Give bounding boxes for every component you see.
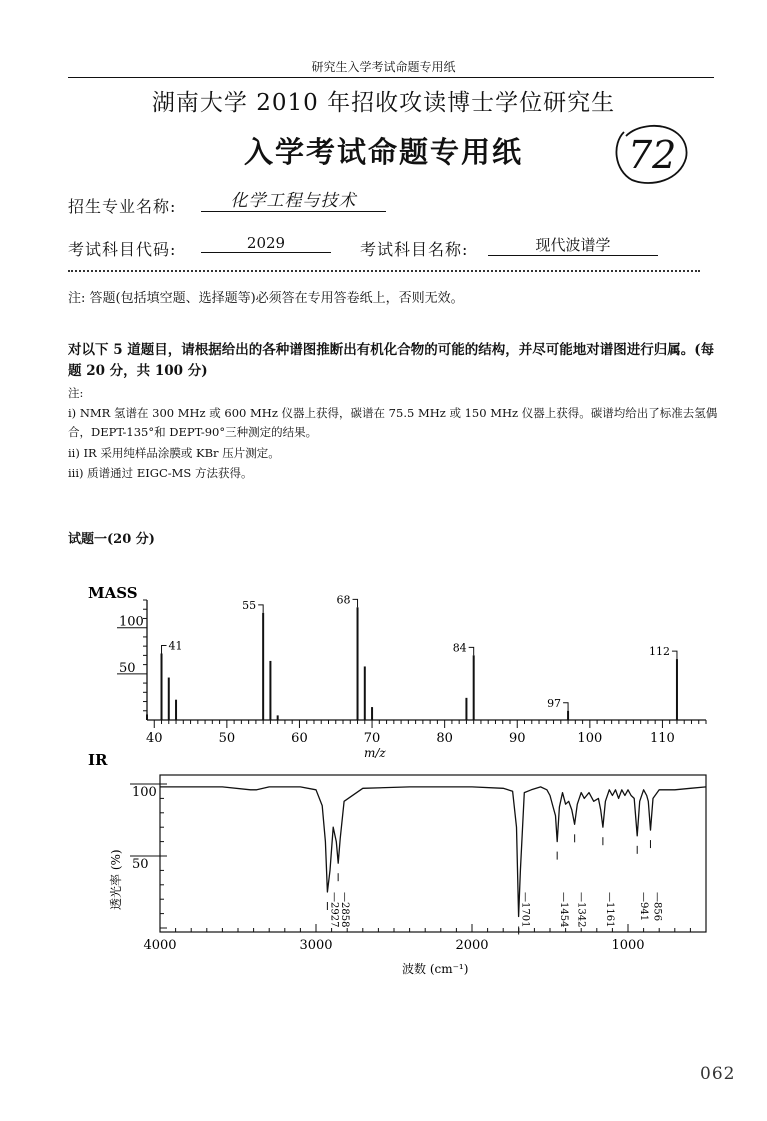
mass-x-tick-label: 50	[218, 731, 236, 746]
ir-title: IR	[88, 751, 108, 769]
ir-y-tick-label: 50	[132, 857, 149, 872]
mass-x-tick-label: 60	[291, 731, 308, 746]
mass-peak-leader	[162, 646, 167, 654]
major-value: 化学工程与技术	[201, 186, 386, 212]
ir-spectrum	[130, 784, 706, 953]
ir-xlabel: 波数 (cm⁻¹)	[402, 962, 469, 976]
header-rule	[68, 77, 714, 78]
mass-x-tick-label: 70	[363, 731, 381, 746]
ir-peak-label: —1161	[603, 892, 615, 928]
mass-peak-label: 112	[648, 645, 670, 659]
mass-x-tick-label: 40	[145, 731, 163, 746]
mass-title: MASS	[88, 584, 138, 602]
ir-peak-label: —1342	[575, 892, 587, 928]
mass-peak-leader	[353, 599, 358, 607]
ir-series-line	[160, 787, 706, 917]
instructions-intro: 对以下 5 道题目，请根据给出的各种谱图推断出有机化合物的可能的结构，并尽可能地对谱图进行归属。(每题 20 分，共 100 分)	[68, 342, 715, 379]
header-top-label: 研究生入学考试命题专用纸	[311, 60, 456, 74]
ir-x-tick-label: 4000	[143, 938, 177, 953]
subject-label: 考试科目名称:	[360, 240, 469, 259]
ir-peak-label: —856	[651, 892, 663, 922]
mass-x-tick-label: 90	[508, 731, 526, 746]
page-number: 062	[700, 1064, 736, 1084]
mass-x-tick-label: 100	[577, 731, 603, 746]
mass-y-tick-label: 50	[119, 660, 136, 676]
mass-peak-label: 97	[547, 696, 562, 710]
spectra-figure	[0, 570, 767, 990]
stamp-number-text: 72	[628, 133, 677, 177]
mass-xlabel: m/z	[364, 746, 386, 760]
answer-notice: 注: 答题(包括填空题、选择题等)必须答在专用答卷纸上，否则无效。	[68, 291, 464, 306]
mass-peak-label: 55	[242, 598, 257, 612]
ir-peak-label: —1454	[558, 892, 570, 928]
exam-title-line1: 湖南大学 2010 年招收攻读博士学位研究生	[151, 90, 616, 116]
ir-x-tick-label: 3000	[299, 938, 333, 953]
note-ii: ii) IR 采用纯样品涂膜或 KBr 压片测定。	[68, 446, 280, 460]
mass-peak-label: 84	[452, 641, 467, 655]
ir-peak-label: —2927	[328, 892, 340, 928]
major-label: 招生专业名称:	[68, 197, 177, 216]
mass-peak-leader	[469, 647, 474, 655]
ir-x-tick-label: 1000	[611, 938, 645, 953]
code-value: 2029	[201, 234, 331, 253]
mass-y-tick-label: 100	[119, 614, 144, 630]
mass-peak-leader	[672, 651, 677, 659]
mass-x-tick-label: 110	[650, 731, 675, 746]
question-1-title: 试题一(20 分)	[68, 532, 155, 547]
mass-spectrum	[117, 593, 706, 746]
ir-plot-frame	[160, 775, 706, 932]
handwritten-number-stamp	[610, 122, 688, 186]
exam-title-line2: 入学考试命题专用纸	[243, 135, 523, 169]
mass-peak-leader	[563, 703, 568, 711]
ir-x-tick-label: 2000	[455, 938, 489, 953]
mass-peak-leader	[258, 605, 263, 613]
dotted-divider	[68, 270, 700, 272]
mass-peak-label: 41	[168, 639, 183, 653]
ir-peak-label: —1701	[519, 892, 531, 928]
mass-peak-label: 68	[336, 593, 351, 607]
note-heading: 注:	[68, 386, 84, 400]
ir-y-tick-label: 100	[132, 785, 157, 800]
ir-peak-label: —2858	[339, 892, 351, 928]
ir-ylabel: 透光率 (%)	[109, 849, 123, 910]
note-iii: iii) 质谱通过 EIGC-MS 方法获得。	[68, 466, 253, 480]
ir-peak-label: —941	[638, 892, 650, 922]
mass-x-tick-label: 80	[436, 731, 453, 746]
note-i: i) NMR 氢谱在 300 MHz 或 600 MHz 仪器上获得，碳谱在 75.5 MHz 或 150 MHz 仪器上获得。碳谱均给出了标准去氢偶合，DEPT-135°和 DEPT-90°三种测定的结果。	[68, 406, 718, 439]
code-label: 考试科目代码:	[68, 240, 177, 259]
subject-value: 现代波谱学	[488, 234, 658, 256]
